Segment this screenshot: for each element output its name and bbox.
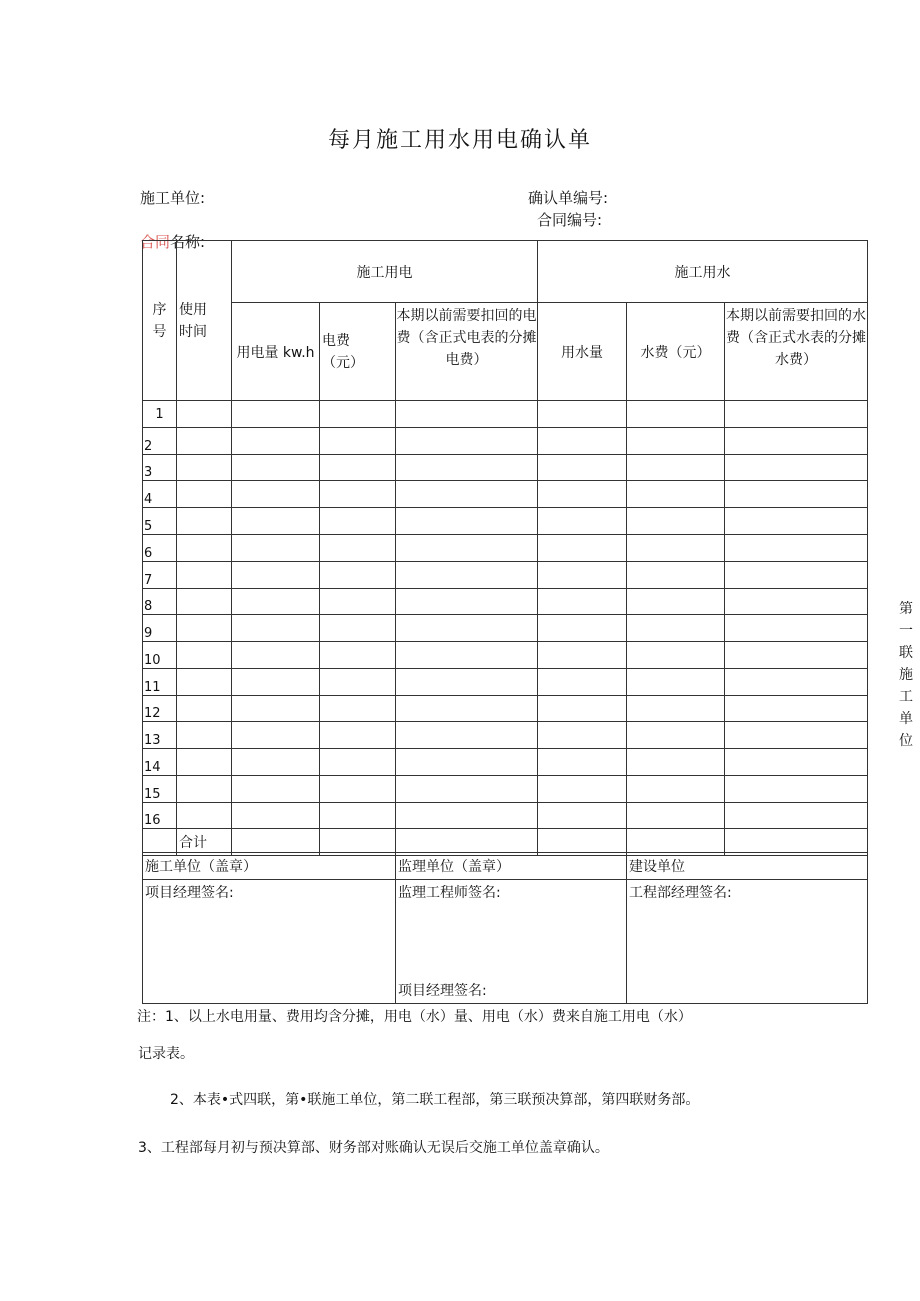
supervisor-signature-label: 监理工程师签名: bbox=[398, 885, 501, 901]
table-row: 3 bbox=[143, 455, 868, 481]
header-elec-qty: 用电量 kw.h bbox=[232, 303, 320, 401]
table-row: 16 bbox=[143, 803, 868, 829]
note-1: 注：1、以上水电用量、费用均含分摊，用电（水）量、用电（水）费来自施工用电（水） bbox=[137, 1009, 692, 1025]
note-2: 2、本表•式四联，第•联施工单位，第二联工程部，第三联预决算部，第四联财务部。 bbox=[170, 1092, 700, 1108]
header-water-qty: 用水量 bbox=[538, 303, 627, 401]
header-elec-deduct: 本期以前需要扣回的电费（含正式电表的分摊电费） bbox=[396, 303, 538, 401]
note-3: 3、工程部每月初与预决算部、财务部对账确认无误后交施工单位盖章确认。 bbox=[138, 1140, 609, 1156]
confirm-number-label: 确认单编号: bbox=[528, 189, 609, 207]
header-water: 施工用水 bbox=[538, 241, 868, 303]
table-row: 11 bbox=[143, 669, 868, 696]
pm-signature-label-2: 项目经理签名: bbox=[398, 983, 487, 999]
header-seq: 序号 bbox=[143, 241, 177, 401]
pm-signature-label: 项目经理签名: bbox=[145, 885, 234, 901]
copy-label-vertical: 第 一 联 施 工 单 位 bbox=[899, 601, 913, 749]
header-time: 使用时间 bbox=[177, 241, 232, 401]
contract-name-suffix: 名称: bbox=[170, 233, 206, 251]
table-row: 6 bbox=[143, 535, 868, 562]
header-water-deduct: 本期以前需要扣回的水费（含正式水表的分摊水费） bbox=[725, 303, 868, 401]
supervisor-signature-cell bbox=[396, 880, 627, 1004]
table-row: 14 bbox=[143, 749, 868, 776]
table-row: 8 bbox=[143, 589, 868, 615]
owner-unit: 建设单位 bbox=[627, 853, 868, 880]
note-1-cont: 记录表。 bbox=[138, 1046, 194, 1062]
supervision-unit-seal: 监理单位（盖章） bbox=[396, 853, 627, 880]
usage-table bbox=[142, 240, 868, 856]
contract-number-label: 合同编号: bbox=[537, 211, 603, 229]
table-row: 2 bbox=[143, 428, 868, 455]
table-row: 12 bbox=[143, 696, 868, 722]
total-label: 合计 bbox=[177, 829, 232, 856]
table-row: 13 bbox=[143, 722, 868, 749]
table-row: 15 bbox=[143, 776, 868, 803]
table-row: 5 bbox=[143, 508, 868, 535]
table-row: 4 bbox=[143, 481, 868, 508]
engineering-signature-cell bbox=[627, 880, 868, 1004]
signature-table bbox=[142, 852, 868, 1004]
construction-unit-label: 施工单位: bbox=[140, 189, 206, 207]
header-electricity: 施工用电 bbox=[232, 241, 538, 303]
table-row: 7 bbox=[143, 562, 868, 589]
page-title: 每月施工用水用电确认单 bbox=[327, 128, 592, 153]
pm-signature-cell bbox=[143, 880, 396, 1004]
table-row: 9 bbox=[143, 615, 868, 642]
table-row: 10 bbox=[143, 642, 868, 669]
engineering-mgr-signature-label: 工程部经理签名: bbox=[629, 885, 732, 901]
header-elec-fee: 电费（元） bbox=[320, 303, 396, 401]
construction-unit-seal: 施工单位（盖章） bbox=[143, 853, 396, 880]
table-row: 1 bbox=[143, 401, 868, 428]
contract-name-prefix: 合同 bbox=[140, 233, 171, 251]
header-water-fee: 水费（元） bbox=[627, 303, 725, 401]
